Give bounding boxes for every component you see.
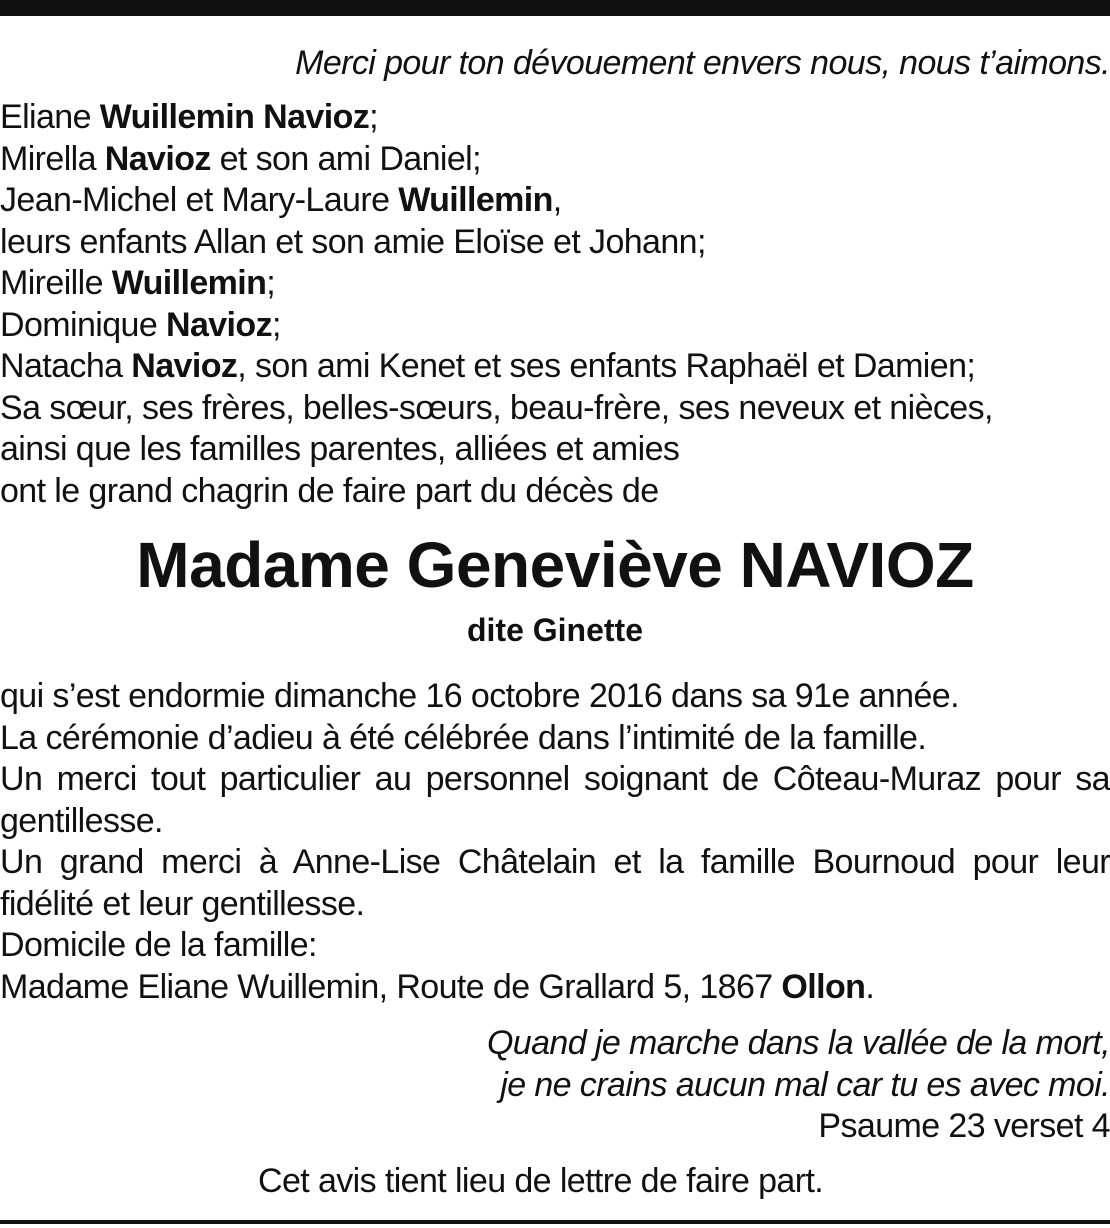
family-line: ainsi que les familles parentes, alliées et amies <box>0 430 680 468</box>
deceased-name: Madame Geneviève NAVIOZ <box>136 529 974 601</box>
family-line: Mirella Navioz et son ami Daniel; <box>0 140 481 178</box>
deceased-nickname: dite Ginette <box>466 612 643 648</box>
family-address: Madame Eliane Wuillemin, Route de Grallard 5, 1867 Ollon. <box>0 968 875 1006</box>
bottom-rule <box>0 1220 1110 1224</box>
epigraph: Merci pour ton dévouement envers nous, nous t’aimons. <box>295 44 1110 82</box>
quote-line: je ne crains aucun mal car tu es avec moi. <box>500 1066 1110 1104</box>
body-line: Un grand merci à Anne-Lise Châtelain et la famille Bournoud pour leur <box>0 843 1110 881</box>
family-line: leurs enfants Allan et son amie Eloïse et Johann; <box>0 223 706 261</box>
family-line: Jean-Michel et Mary-Laure Wuillemin, <box>0 181 562 219</box>
body-line: fidélité et leur gentillesse. <box>0 885 365 923</box>
family-line: Eliane Wuillemin Navioz; <box>0 98 378 136</box>
quote-source: Psaume 23 verset 4 <box>818 1107 1110 1145</box>
body-line: gentillesse. <box>0 802 163 840</box>
body-line: Un merci tout particulier au personnel soignant de Côteau-Muraz pour sa <box>0 760 1110 798</box>
footer-note: Cet avis tient lieu de lettre de faire part. <box>258 1162 824 1200</box>
body-line: qui s’est endormie dimanche 16 octobre 2016 dans sa 91e année. <box>0 677 959 715</box>
family-line: Sa sœur, ses frères, belles-sœurs, beau-frère, ses neveux et nièces, <box>0 389 993 427</box>
family-line: Mireille Wuillemin; <box>0 264 276 302</box>
body-line: La cérémonie d’adieu à été célébrée dans l’intimité de la famille. <box>0 719 927 757</box>
family-line: Natacha Navioz, son ami Kenet et ses enfants Raphaël et Damien; <box>0 347 976 385</box>
family-line: Dominique Navioz; <box>0 306 281 344</box>
body-line: Domicile de la famille: <box>0 926 317 964</box>
top-rule <box>0 0 1110 16</box>
quote-line: Quand je marche dans la vallée de la mort, <box>486 1024 1110 1062</box>
family-line: ont le grand chagrin de faire part du décès de <box>0 472 659 510</box>
